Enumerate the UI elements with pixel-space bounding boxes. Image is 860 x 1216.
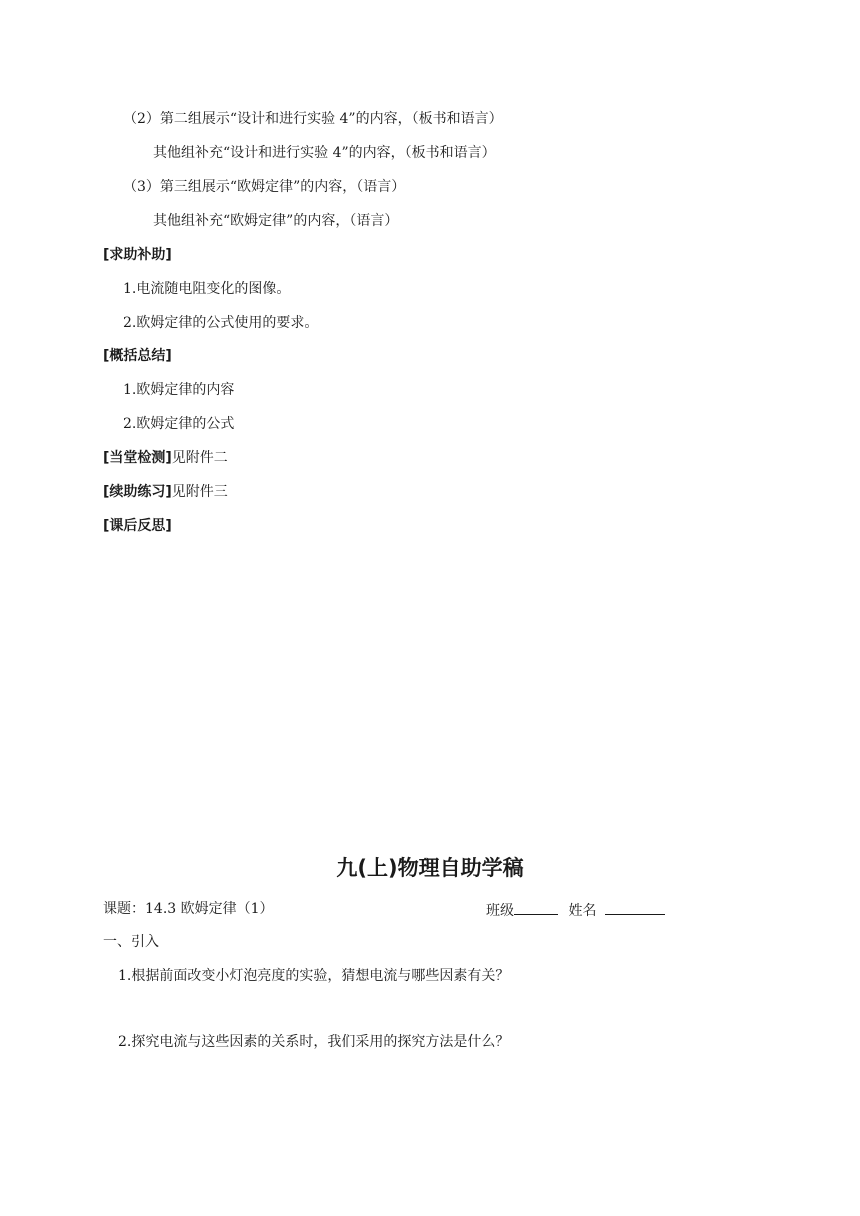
check-heading: [当堂检测]: [103, 450, 172, 466]
practice-line: [103, 483, 228, 501]
practice-heading: [续助练习]: [103, 484, 172, 500]
help-heading: [求助补助]: [103, 247, 172, 263]
topic-line: 课题：14.3 欧姆定律（1）: [103, 901, 274, 917]
practice-text: 见附件三: [171, 484, 228, 500]
group3-other-line: 其他组补充“欧姆定律”的内容，（语言）: [153, 213, 399, 229]
question-2: 2.探究电流与这些因素的关系时，我们采用的探究方法是什么？: [118, 1034, 510, 1050]
help-item: 1.电流随电阻变化的图像。: [123, 281, 291, 297]
reflection-heading: [课后反思]: [103, 518, 172, 534]
section-intro: 一、引入: [103, 934, 159, 950]
help-item: 2.欧姆定律的公式使用的要求。: [123, 315, 319, 331]
group2-show-line: （2）第二组展示“设计和进行实验 4”的内容，（板书和语言）: [123, 111, 503, 127]
summary-item: 1.欧姆定律的内容: [123, 382, 235, 398]
name-blank[interactable]: [605, 900, 665, 915]
check-line: [103, 449, 228, 467]
summary-heading: [概括总结]: [103, 348, 172, 364]
name-label: 姓名: [568, 903, 597, 919]
class-name-fields: [486, 900, 665, 920]
question-1: 1.根据前面改变小灯泡亮度的实验，猜想电流与哪些因素有关？: [118, 968, 510, 984]
summary-item: 2.欧姆定律的公式: [123, 416, 235, 432]
class-label: 班级: [486, 903, 514, 919]
group3-show-line: （3）第三组展示“欧姆定律”的内容，（语言）: [123, 179, 406, 195]
class-blank[interactable]: [514, 900, 558, 915]
group2-other-line: 其他组补充“设计和进行实验 4”的内容，（板书和语言）: [153, 145, 496, 161]
worksheet-title: 九(上)物理自助学稿: [336, 856, 524, 880]
check-text: 见附件二: [171, 450, 228, 466]
